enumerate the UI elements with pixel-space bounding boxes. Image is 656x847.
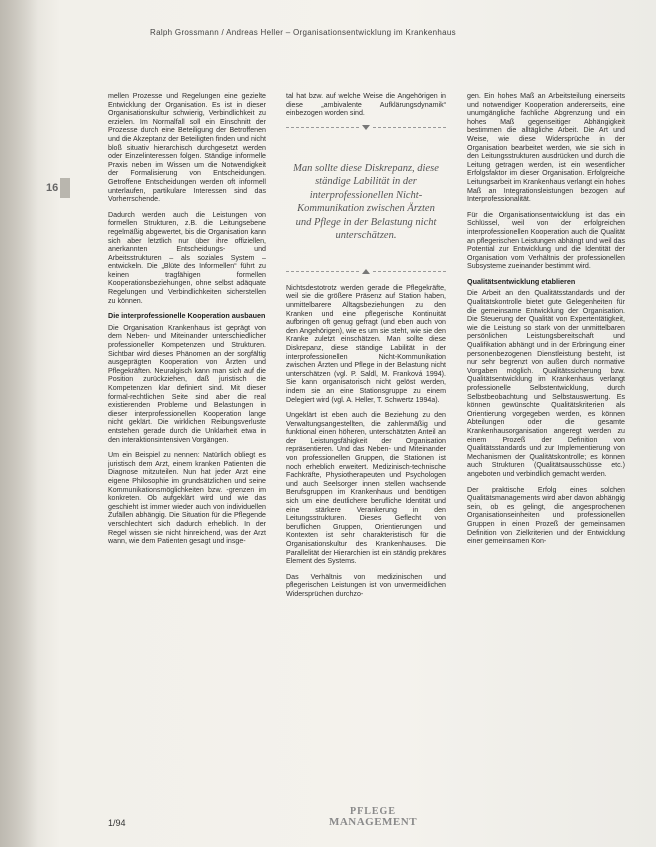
paragraph: Das Verhältnis von medizinischen und pflegerischen Leistungen ist von unvermeidlichen Widersprüchen durchzo- [286,572,446,598]
running-header: Ralph Grossmann / Andreas Heller – Organisationsentwicklung im Krankenhaus [150,28,456,37]
paragraph: Der praktische Erfolg eines solchen Qualitätsmanagements wird aber davon abhängig sein, ob es gelingt, die angesprochenen Organisationseinheiten und professionellen Gruppen in einen Prozeß der gemeinsamen Definition von Zielkriterien und der Entwicklung einer gemeinsamen Kon- [467,485,625,546]
side-page-number: 16 [46,182,59,194]
paragraph: Für die Organisationsentwicklung ist das ein Schlüssel, weil von der erfolgreichen interprofessionellen Kooperation auch die Qualität an pflegerischen Leistungen abhängt und weil das Potential zur Entwicklung und die Identität der Organisation vom Verhältnis der professionellen Subsysteme zueinander bestimmt wird. [467,210,625,271]
binding-shadow [0,0,38,847]
text-column-3 [467,92,625,822]
logo-line-1: PFLEGE [349,806,396,817]
paragraph: Dadurch werden auch die Leistungen von formellen Strukturen, z.B. die Leitungsebene regelmäßig abgewertet, bis die Organisation kann sich aber letztlich nur über ihre offiziellen, anerkannten Entscheidungs- und Arbeitsstrukturen – als soziales System – entwickeln. Die „Blüte des Informellen“ führt zu keinen tragfähigen formellen Kooperationsbeziehungen, ohne selbst adäquate Regelungen und Verbindlichkeiten sicherstellen zu können. [108,210,266,305]
pullquote: Man sollte diese Diskrepanz, diese ständige Labilität in der interprofessionellen Nicht-Kommunikation zwischen Ärzten und Pflege in der Belastung nicht unterschätzen. [293,162,439,242]
pullquote-rule-top [286,125,446,130]
section-heading: Die interprofessionelle Kooperation ausbauen [108,311,266,321]
issue-number: 1/94 [108,818,126,828]
triangle-up-icon [362,269,370,274]
paragraph: gen. Ein hohes Maß an Arbeitsteilung einerseits und notwendiger Kooperation andererseits, eine unumgängliche fachliche Abgrenzung und ein hohes Maß gegenseitiger Abhängigkeit bestimmen die alltägliche Arbeit. Die Art und Weise, wie diese Widersprüche in der Organisation bearbeitet werden, wie sie sich in den Leitungsstrukturen ausdrücken und durch die Leitung getragen werden, ist ein wesentlicher Erfolgsfaktor im dieser Organisation. Erfolgreiche Leitungsarbeit im Krankenhaus verlangt ein hohes Maß an Integrationsleistungen bezogen auf Interprofessionalität. [467,92,625,204]
paragraph: Die Organisation Krankenhaus ist geprägt von dem Neben- und Miteinander unterschiedlicher professioneller Kompetenzen und Strukturen. Sichtbar wird dieses Phänomen an der sorgfältig ausgeprägten Kooperation von Ärzten und Pflegekräften. Neuralgisch kann man sich auf die Position zurückziehen, daß juristisch die Kompetenzen klar definiert sind. Mit dieser formal-rechtlichen Seite sind aber die real existierenden Probleme und Belastungen in dieser interprofessionellen Kooperation lange nicht geklärt. Die wirklichen Reibungsverluste entstehen gerade durch die Unklarheit etwa in den interaktionsintensiven Vorgängen. [108,323,266,444]
text-column-2 [286,92,446,822]
magazine-logo [318,806,428,828]
text-column-1 [108,92,266,822]
paragraph: Ungeklärt ist eben auch die Beziehung zu den Verwaltungsangestellten, die zahlenmäßig und funktional einen höheren, unterschätzten Anteil an der Leistungsfähigkeit der Organisation repräsentieren. Und das Neben- und Miteinander von professionellen Gruppen, die Stationen ist noch erheblich erweitert. Medizinisch-technische Fachkräfte, Physiotherapeuten und Psychologen und auch Seelsorger innen stellen wachsende Berufsgruppen im Krankenhaus und benötigen sich um eine deutlichere berufliche Identität und eine stärkere Verankerung in den Leitungsstrukturen. Dieses Geflecht von beruflichen Gruppen, Orientierungen und Kontexten ist sehr charakteristisch für die Organisationskultur des Krankenhauses. Die Parallelität der Hierarchien ist ein ständig prekäres Element des Systems. [286,411,446,566]
paragraph: Um ein Beispiel zu nennen: Natürlich obliegt es juristisch dem Arzt, einem kranken Patienten die Diagnose mitzuteilen. Nun hat jeder Arzt eine eigene Philosophie im grundsätzlichen und seine Kommunikationsmöglichkeiten bzw. -grenzen im konkreten. Ob aufgeklärt wird und wie das geschieht ist immer wieder auch von individuellen Zufällen abhängig. Die Situation für die Pflegende verschlechtert sich dadurch erheblich. In der Regel wissen sie nicht hinreichend, was der Arzt wann, wie dem Patienten gesagt und insge- [108,451,266,546]
triangle-down-icon [362,125,370,130]
paragraph: Nichtsdestotrotz werden gerade die Pflegekräfte, weil sie die größere Präsenz auf Station haben, unmittelbarere Alltagsbeziehungen zu den Kranken und eine pflegerische Kontinuität aufbringen oft genug gefragt (und eben auch von den Angehörigen), wie es um sie steht, wie sie den Kranke zuletzt einschätzen. Man sollte diese Diskrepanz, diese ständige Labilität in der interprofessionellen Nicht-Kommunikation zwischen Ärzten und Pflege in der Belastung nicht unterschätzen (vgl. P. Saldl, M. Franková 1994). Sie kann organisatorisch nicht gelöst werden, indem sie an eine Stationsgruppe zu einem Delegiert wird (vgl. A. Heller, T. Schwertz 1994a). [286,283,446,404]
pullquote-rule-bottom [286,269,446,274]
page-tab-marker [60,178,70,198]
logo-line-2: MANAGEMENT [328,816,418,828]
paragraph: tal hat bzw. auf welche Weise die Angehörigen in diese „ambivalente Aufklärungsdynamik“ einbezogen worden sind. [286,92,446,118]
section-heading: Qualitätsentwicklung etablieren [467,276,576,286]
paragraph: mellen Prozesse und Regelungen eine gezielte Entwicklung der Organisation. Es ist in dieser Organisationskultur schwierig, Verbindlichkeit zu erzielen. Im Normalfall soll ein Einschnitt der Prozesse durch eine Beteiligung der Betroffenen und die Akzeptanz der Beteiligten finden und nicht bloß situativ hierarchisch durchgesetzt werden oder Einzelinteressen folgen. Ständige informelle Praxis neben im Wissen um die Notwendigkeit der Formalisierung von Entscheidungen. Getroffene Entscheidungen werden oft informell unterlaufen, partikulare Interessen sind das Vorherrschende. [108,92,266,204]
paragraph: Die Arbeit an den Qualitätsstandards und der Qualitätskontrolle bietet gute Gelegenheiten für die gemeinsame Entwicklung der Organisation. Die Steuerung der Qualität von Expertentätigkeit, wie die Leistung so stark von der unmittelbaren persönlichen Leistungsbereitschaft und Qualifikation abhängt und in der Erbringung einer personenbezogenen Dienstleistung besteht, ist nur sehr begrenzt von außen durch normative Vorgaben möglich. Qualitätssicherung bzw. Qualitätsentwicklung im Krankenhaus verlangt professionelle Selbstentwicklung, durch Selbstbeobachtung und Selbstauswertung. Es können gewünschte Qualitätskriterien als Orientierung vorgegeben werden, es können Abteilungen oder die gesamte Krankenhausorganisation angeregt werden zu einem Prozeß der Definition von Qualitätsstandards und zur Implementierung von Mechanismen der Qualitätskontrolle; es können auch Strukturen (Qualitätsausschüsse etc.) angeboten und verbindlich gemacht werden. [467,289,625,478]
